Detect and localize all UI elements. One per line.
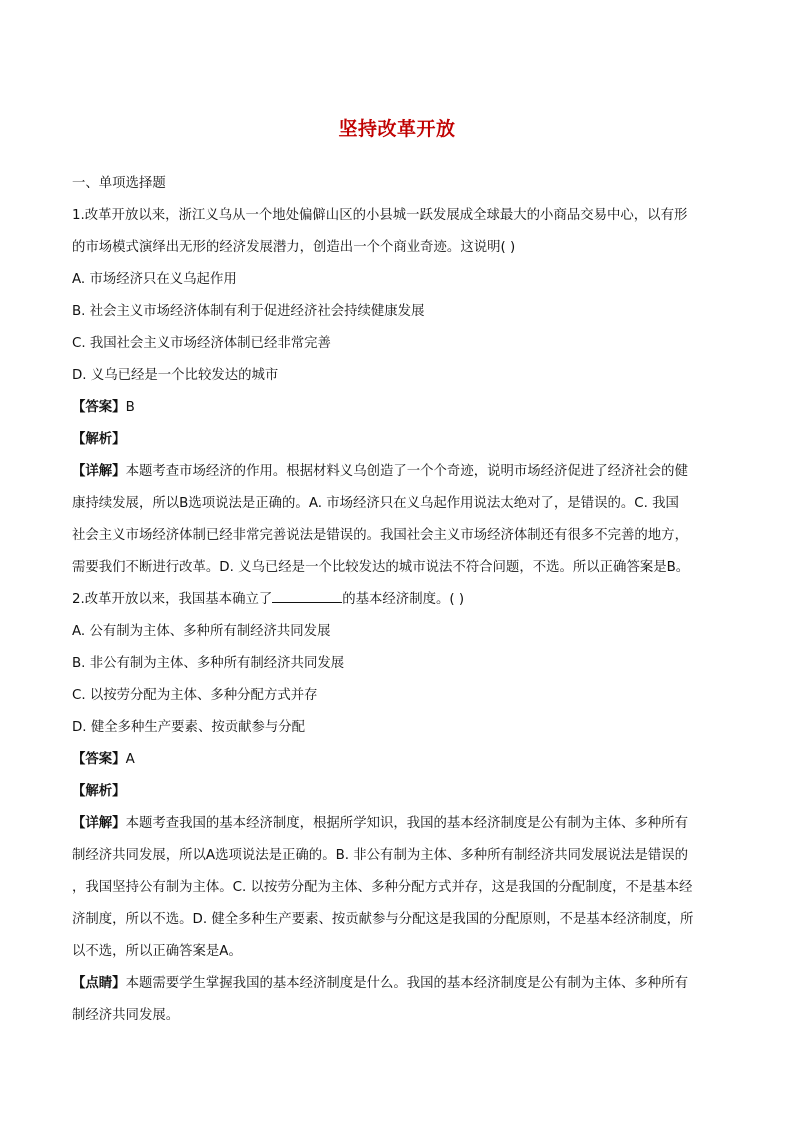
option-d: D. 健全多种生产要素、按贡献参与分配 (72, 720, 306, 735)
stem-after-blank: 的基本经济制度。( ) (342, 592, 465, 607)
page-title: 坚持改革开放 (338, 118, 456, 140)
detail-line: 康持续发展，所以B选项说法是正确的。A. 市场经济只在义乌起作用说法太绝对了，是错误的。C. 我国 (72, 496, 679, 511)
detail-line: 济制度，所以不选。D. 健全多种生产要素、按贡献参与分配这是我国的分配原则，不是基本经济制度，所 (72, 912, 694, 927)
tip-line (72, 968, 724, 1000)
option-b: B. 社会主义市场经济体制有利于促进经济社会持续健康发展 (72, 304, 425, 319)
stem-before-blank: 2.改革开放以来，我国基本确立了 (72, 592, 273, 607)
question-stem-line: 1.改革开放以来，浙江义乌从一个地处偏僻山区的小县城一跃发展成全球最大的小商品交易中心，以有形 (72, 208, 688, 223)
question-2 (72, 584, 724, 1032)
answer-value: A (125, 752, 135, 767)
detail-line: 以不选，所以正确答案是A。 (72, 944, 242, 959)
answer-line (72, 744, 724, 776)
analysis-label: 【解析】 (72, 784, 126, 799)
detail-line: 社会主义市场经济体制已经非常完善说法是错误的。我国社会主义市场经济体制还有很多不完善的地方， (72, 528, 688, 543)
detail-line (72, 456, 724, 488)
tip-label: 【点睛】 (72, 976, 126, 991)
detail-line: ，我国坚持公有制为主体。C. 以按劳分配为主体、多种分配方式并存，这是我国的分配制度，不是基本经 (72, 880, 693, 895)
analysis-label: 【解析】 (72, 432, 126, 447)
option-b: B. 非公有制为主体、多种所有制经济共同发展 (72, 656, 345, 671)
detail-label: 【详解】 (72, 464, 126, 479)
option-c: C. 我国社会主义市场经济体制已经非常完善 (72, 336, 331, 351)
detail-label: 【详解】 (72, 816, 126, 831)
fill-blank (272, 588, 342, 603)
question-1 (72, 200, 724, 584)
detail-text: 本题考查我国的基本经济制度，根据所学知识，我国的基本经济制度是公有制为主体、多种所有 (125, 816, 688, 831)
section-heading: 一、单项选择题 (72, 176, 166, 191)
answer-value: B (125, 400, 135, 415)
document-body (72, 168, 724, 1032)
detail-line: 制经济共同发展，所以A选项说法是正确的。B. 非公有制为主体、多种所有制经济共同发展说法是错误的 (72, 848, 689, 863)
option-a: A. 公有制为主体、多种所有制经济共同发展 (72, 624, 331, 639)
question-stem-line: 的市场模式演绎出无形的经济发展潜力，创造出一个个商业奇迹。这说明( ) (72, 240, 516, 255)
answer-label: 【答案】 (72, 400, 126, 415)
option-d: D. 义乌已经是一个比较发达的城市 (72, 368, 279, 383)
tip-line: 制经济共同发展。 (72, 1008, 180, 1023)
detail-text: 本题考查市场经济的作用。根据材料义乌创造了一个个奇迹，说明市场经济促进了经济社会的健 (125, 464, 688, 479)
detail-line: 需要我们不断进行改革。D. 义乌已经是一个比较发达的城市说法不符合问题，不选。所以正确答案是B。 (72, 560, 690, 575)
tip-text: 本题需要学生掌握我国的基本经济制度是什么。我国的基本经济制度是公有制为主体、多种所有 (125, 976, 688, 991)
answer-line (72, 392, 724, 424)
question-stem-line (72, 584, 724, 616)
detail-line (72, 808, 724, 840)
option-a: A. 市场经济只在义乌起作用 (72, 272, 237, 287)
answer-label: 【答案】 (72, 752, 126, 767)
option-c: C. 以按劳分配为主体、多种分配方式并存 (72, 688, 318, 703)
